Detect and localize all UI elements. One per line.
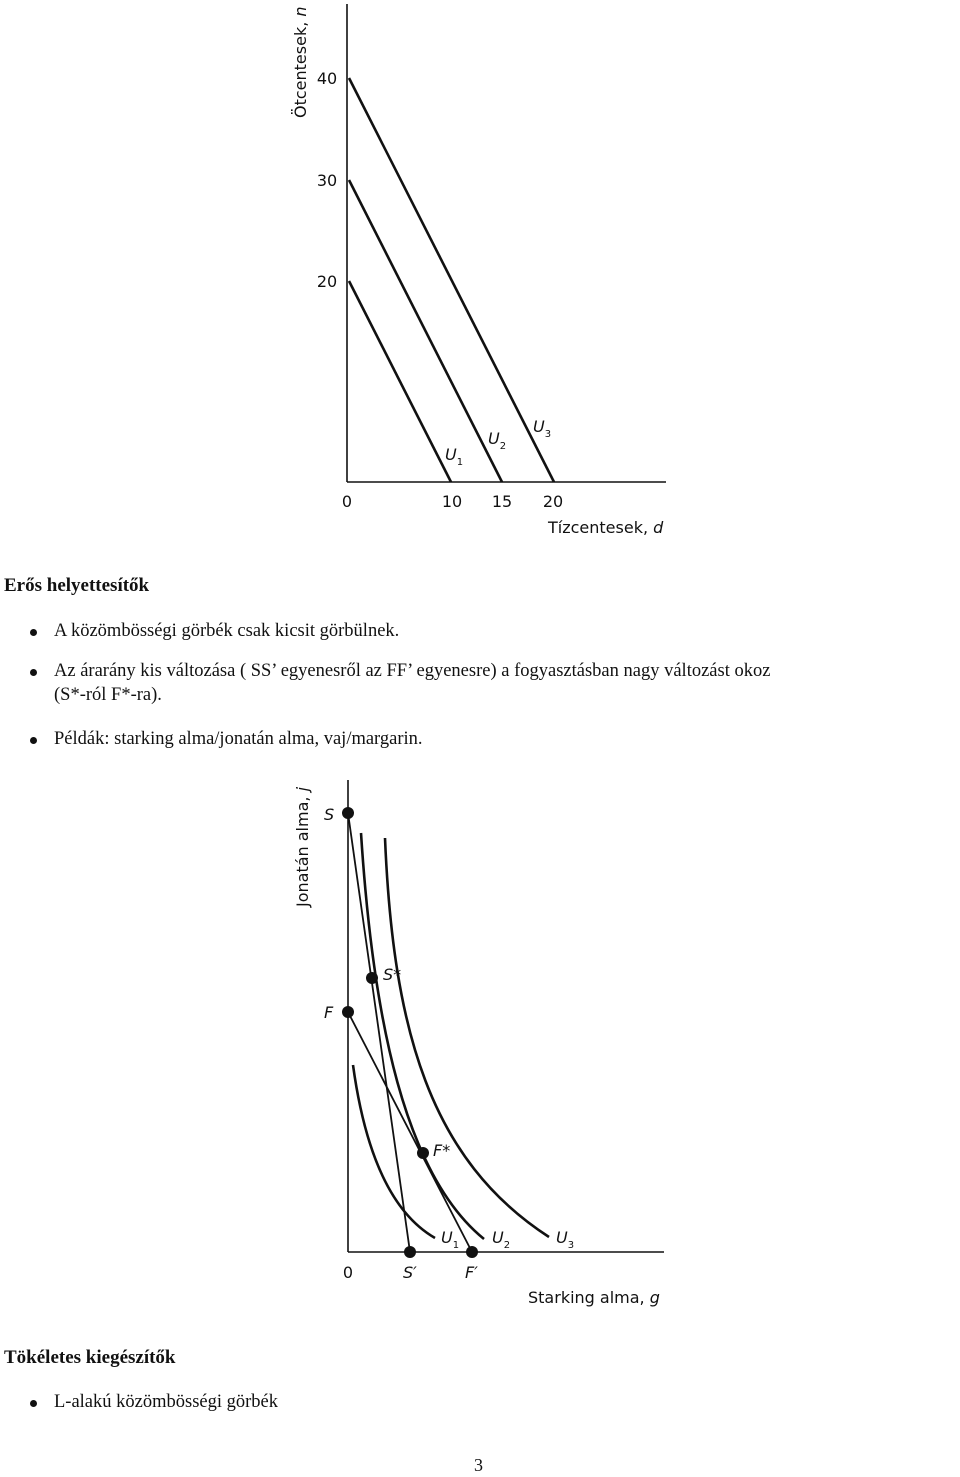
curve-label-u1: $U_1$	[445, 445, 464, 468]
indifference-line-u2	[349, 180, 502, 482]
curve-label-u3: $U_3$	[556, 1228, 575, 1251]
curve-label-u3: $U_3$	[533, 417, 552, 440]
indifference-line-u3	[349, 78, 554, 482]
indifference-curve-u3	[385, 838, 549, 1237]
y-axis-label: Jonatán alma, j	[293, 786, 312, 907]
page-number: 3	[474, 1455, 483, 1475]
y-tick-label: 40	[316, 69, 338, 88]
bullet-dot-icon	[30, 629, 37, 636]
x-axis-label: Starking alma, g	[528, 1288, 660, 1307]
point-label-f-prime: F′	[465, 1263, 478, 1282]
x-axis-label: Tízcentesek, d	[548, 518, 664, 537]
y-tick-label: 30	[316, 171, 338, 190]
curve-label-u2: $U_2$	[492, 1228, 511, 1251]
bullet-text: (S*-ról F*-ra).	[54, 685, 162, 705]
budget-line-ss	[348, 813, 410, 1252]
indifference-line-u1	[349, 281, 451, 482]
section-title-strong-substitutes: Erős helyettesítők	[4, 575, 150, 596]
bullet-text: Az árarány kis változása ( SS’ egyenesről az FF’ egyenesre) a fogyasztásban nagy változást okoz	[54, 661, 771, 681]
section-title-perfect-complements: Tökéletes kiegészítők	[4, 1347, 176, 1368]
bullet-item	[30, 620, 399, 643]
curve-label-u2: $U_2$	[488, 429, 507, 452]
point-label-f-star: F*	[433, 1141, 451, 1160]
bullet-item	[30, 660, 770, 683]
y-axis-label: Ötcentesek, n	[291, 6, 310, 118]
bullet-text: L-alakú közömbösségi görbék	[54, 1392, 278, 1412]
point-s-star	[366, 972, 378, 984]
point-label-f: F	[324, 1003, 334, 1022]
x-tick-label: 10	[441, 492, 463, 511]
bullet-item	[30, 728, 423, 751]
bullet-dot-icon	[30, 1400, 37, 1407]
point-label-s-star: S*	[383, 965, 402, 984]
figure-strong-substitutes	[0, 770, 960, 1315]
x-tick-label: 15	[491, 492, 513, 511]
origin-label: 0	[342, 1263, 354, 1282]
bullet-dot-icon	[30, 669, 37, 676]
point-label-s-prime: S′	[403, 1263, 417, 1282]
origin-label: 0	[341, 492, 353, 511]
x-tick-label: 20	[542, 492, 564, 511]
point-f	[342, 1006, 354, 1018]
bullet-text: A közömbösségi görbék csak kicsit görbülnek.	[54, 621, 400, 641]
bullet-continuation	[30, 684, 162, 707]
point-f-star	[417, 1147, 429, 1159]
bullet-dot-icon	[30, 737, 37, 744]
point-f-prime	[466, 1246, 478, 1258]
point-label-s: S	[324, 805, 335, 824]
figure-perfect-substitutes	[0, 0, 960, 545]
curve-label-u1: $U_1$	[441, 1228, 460, 1251]
bullet-item	[30, 1391, 278, 1414]
point-s-prime	[404, 1246, 416, 1258]
y-tick-label: 20	[316, 272, 338, 291]
point-s	[342, 807, 354, 819]
bullet-text: Példák: starking alma/jonatán alma, vaj/margarin.	[54, 729, 423, 749]
